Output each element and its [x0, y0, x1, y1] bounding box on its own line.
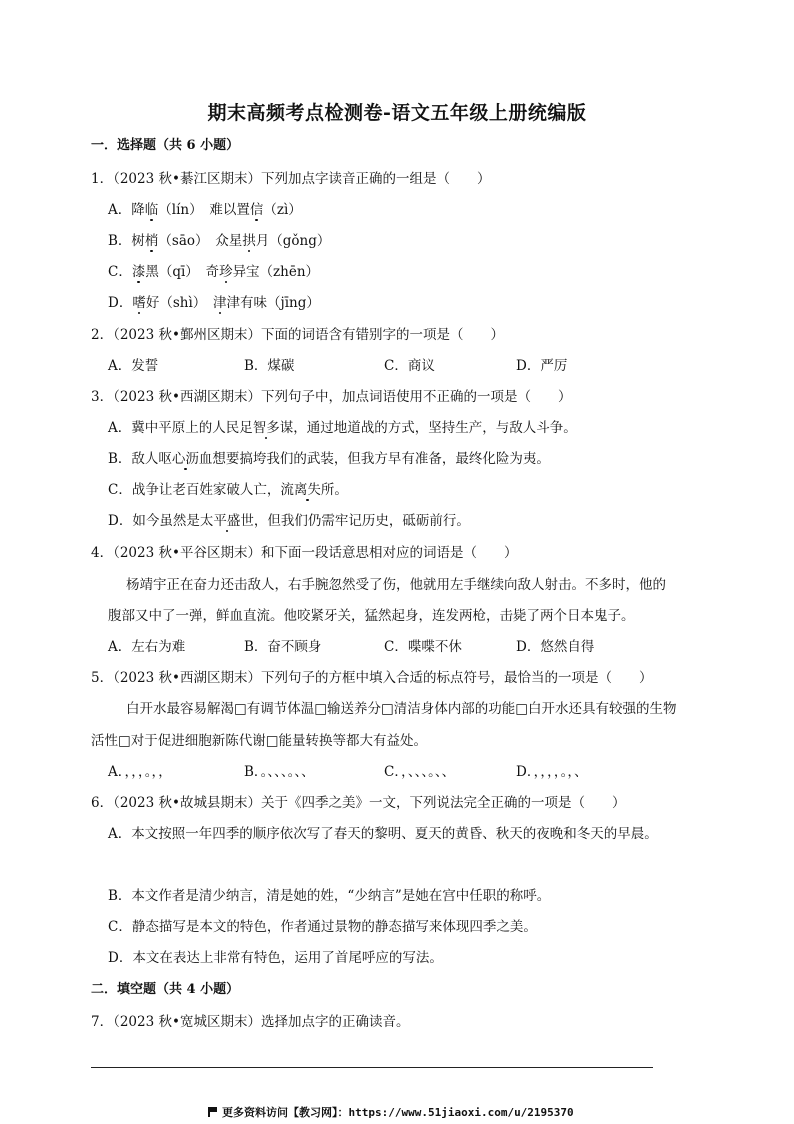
emphasis-phrase: 呕心沥血: [158, 451, 213, 467]
emphasis-phrase: 流离失所: [280, 482, 335, 498]
question-1-option-a: A．降临（lín） 难以置信（zì）: [108, 202, 302, 218]
question-5-option-d: D．，，，，。，、: [516, 764, 588, 780]
question-5-passage-line-1: 白开水最容易解渴□有调节体温□输送养分□清洁身体内部的功能□白开水还具有较强的生物: [126, 701, 677, 717]
question-3-stem: 3．（2023 秋•西湖区期末）下列句子中，加点词语使用不正确的一项是（ ）: [91, 389, 572, 405]
footer-link[interactable]: [208, 1106, 574, 1120]
question-1-option-d: D．嗜好（shì） 津津有味（jīng）: [108, 295, 320, 311]
question-2-option-a: A．发誓: [108, 358, 159, 374]
section-heading-choice: 一．选择题（共 6 小题）: [91, 138, 240, 153]
emphasis-char: 拱: [242, 233, 256, 249]
question-2-option-d: D．严厉: [516, 358, 568, 374]
emphasis-char: 梢: [144, 233, 159, 249]
question-4-option-c: C．喋喋不休: [384, 639, 462, 655]
question-3-option-d: D．如今虽然是太平盛世，但我们仍需牢记历史，砥砺前行。: [108, 513, 470, 529]
question-6-option-c: C．静态描写是本文的特色，作者通过景物的静态描写来体现四季之美。: [108, 919, 537, 935]
question-4-passage-line-2: 腹部又中了一弹，鲜血直流。他咬紧牙关，猛然起身，连发两枪，击毙了两个日本鬼子。: [108, 608, 635, 624]
page-title: 期末高频考点检测卷-语文五年级上册统编版: [207, 102, 587, 124]
emphasis-char: 信: [249, 202, 264, 218]
emphasis-char: 津: [213, 295, 227, 311]
emphasis-char: 临: [144, 202, 159, 218]
emphasis-char: 漆: [131, 264, 146, 280]
emphasis-char: 珍: [219, 264, 233, 280]
question-5-passage-line-2: 活性□对于促进细胞新陈代谢□能量转换等都大有益处。: [91, 733, 428, 749]
question-1-stem: 1．（2023 秋•綦江区期末）下列加点字读音正确的一组是（ ）: [91, 171, 491, 187]
question-4-stem: 4．（2023 秋•平谷区期末）和下面一段话意思相对应的词语是（ ）: [91, 545, 518, 561]
question-3-option-b: B．敌人呕心沥血想要搞垮我们的武装，但我方早有准备，最终化险为夷。: [108, 451, 550, 467]
footer-text: 更多资料访问【教习网】：https://www.51jiaoxi.com/u/2195370: [222, 1106, 574, 1119]
flag-icon: [208, 1107, 217, 1117]
emphasis-phrase: 足智多谋: [239, 420, 294, 436]
question-5-option-a: A．，，，。，，: [108, 764, 172, 780]
question-3-option-a: A．冀中平原上的人民足智多谋，通过地道战的方式，坚持生产，与敌人斗争。: [108, 420, 577, 436]
question-2-option-b: B．煤碳: [244, 358, 295, 374]
question-2-option-c: C．商议: [384, 358, 435, 374]
question-7-stem: 7．（2023 秋•宽城区期末）选择加点字的正确读音。: [91, 1014, 410, 1030]
question-4-option-b: B．奋不顾身: [244, 639, 322, 655]
section-heading-fill-in: 二．填空题（共 4 小题）: [91, 982, 240, 997]
question-1-option-c: C．漆黑（qī） 奇珍异宝（zhēn）: [108, 264, 320, 280]
question-5-option-c: C．，、、、。、、: [384, 764, 456, 780]
question-5-option-b: B．。、、、。、、: [244, 764, 315, 780]
footer-divider: [91, 1067, 653, 1068]
question-6-option-b: B．本文作者是清少纳言，清是她的姓，“少纳言”是她在宫中任职的称呼。: [108, 888, 551, 904]
question-4-option-a: A．左右为难: [108, 639, 186, 655]
question-6-stem: 6．（2023 秋•故城县期末）关于《四季之美》一文，下列说法完全正确的一项是（ ）: [91, 795, 626, 811]
question-6-option-d: D．本文在表达上非常有特色，运用了首尾呼应的写法。: [108, 950, 443, 966]
emphasis-phrase: 太平盛世: [199, 513, 254, 529]
question-6-option-a: A．本文按照一年四季的顺序依次写了春天的黎明、夏天的黄昏、秋天的夜晚和冬天的早晨。: [108, 826, 658, 842]
question-2-stem: 2．（2023 秋•鄞州区期末）下面的词语含有错别字的一项是（ ）: [91, 327, 504, 343]
question-4-passage-line-1: 杨靖宇正在奋力还击敌人，右手腕忽然受了伤，他就用左手继续向敌人射击。不多时，他的: [126, 577, 666, 593]
question-5-stem: 5．（2023 秋•西湖区期末）下列句子的方框中填入合适的标点符号，最恰当的一项是（ ）: [91, 670, 653, 686]
question-1-option-b: B．树梢（sāo） 众星拱月（gǒng）: [108, 233, 331, 249]
emphasis-char: 嗜: [132, 295, 146, 311]
question-3-option-c: C．战争让老百姓家破人亡，流离失所。: [108, 482, 348, 498]
question-4-option-d: D．悠然自得: [516, 639, 595, 655]
